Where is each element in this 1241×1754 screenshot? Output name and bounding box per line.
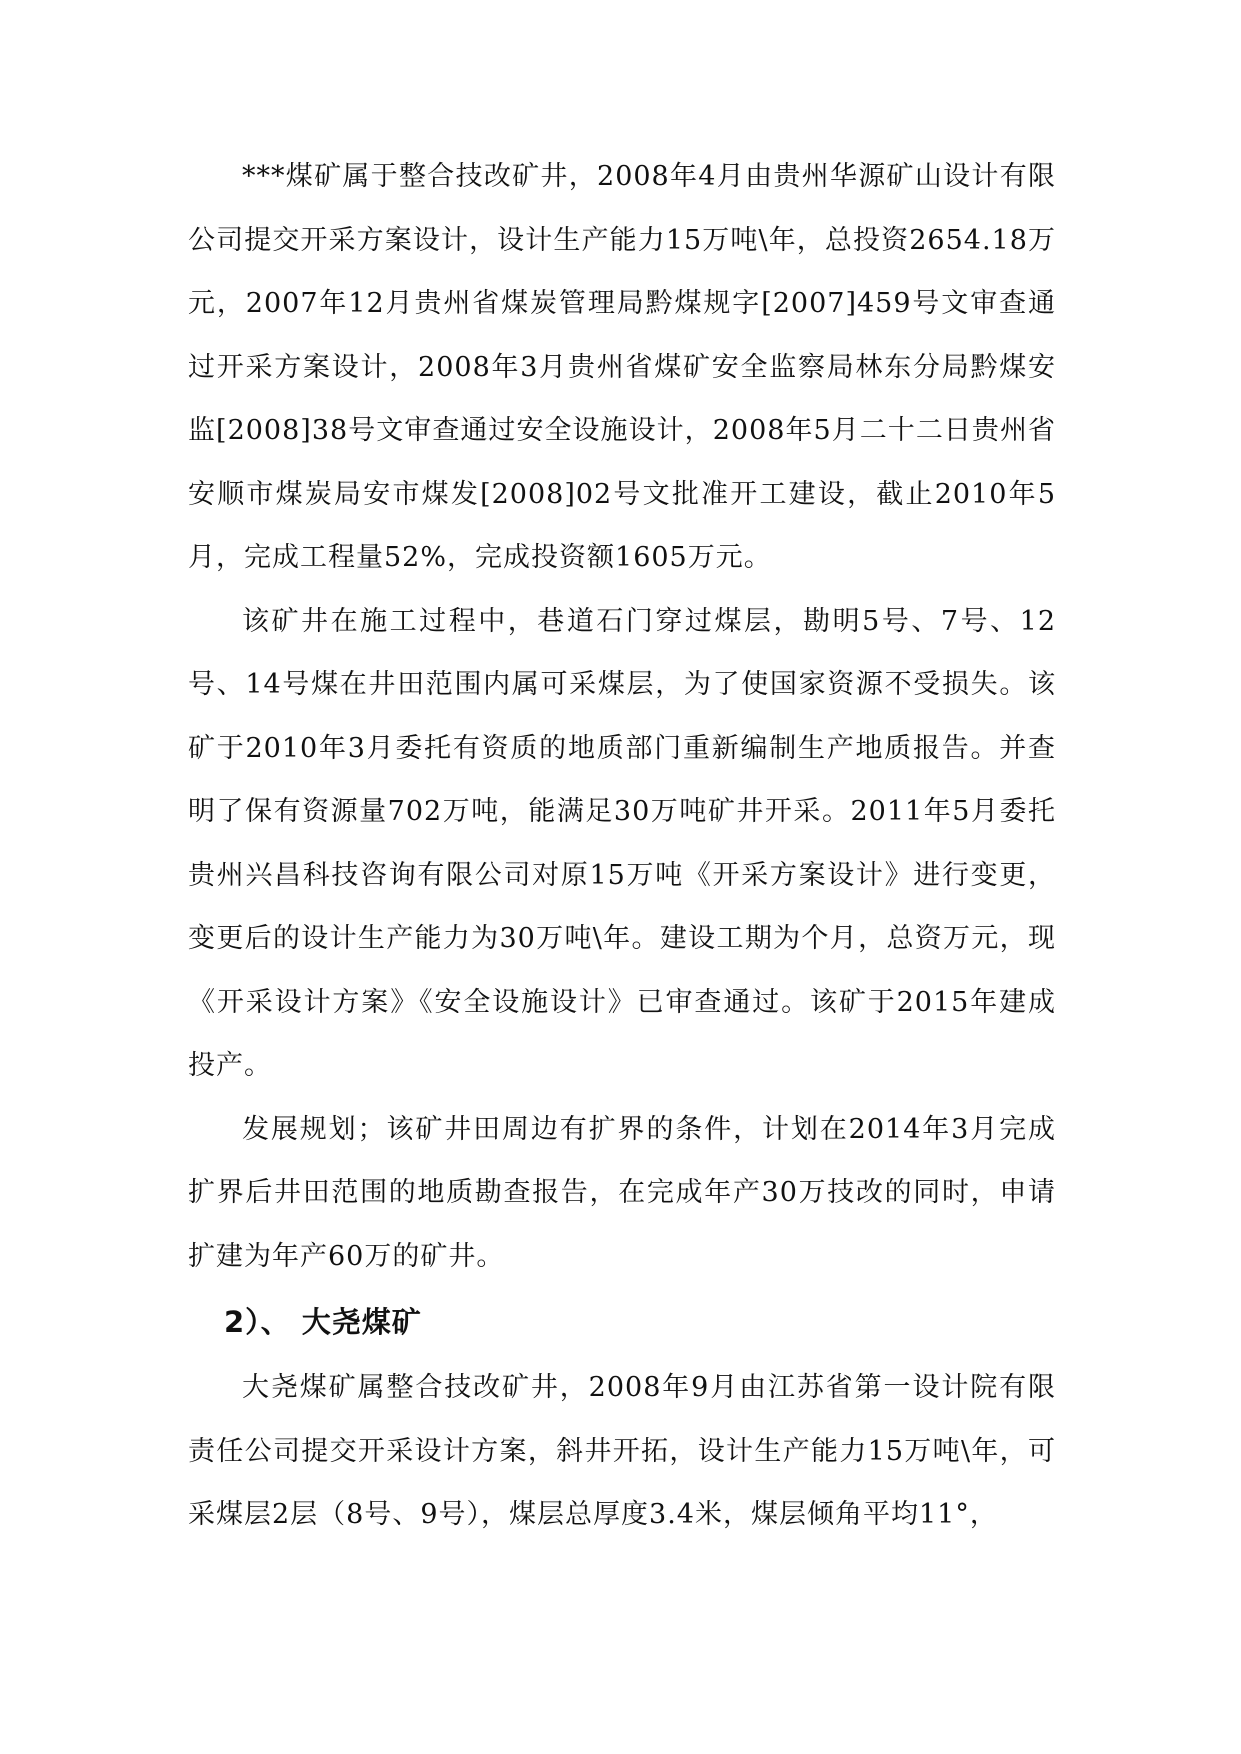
paragraph-dayao-mine: 大尧煤矿属整合技改矿井，2008年9月由江苏省第一设计院有限责任公司提交开采设计方案，斜井开拓，设计生产能力15万吨\年，可采煤层2层（8号、9号），煤层总厚度3.4米，煤层倾角平均11°， bbox=[188, 1372, 1056, 1530]
document-body bbox=[188, 145, 1056, 1547]
paragraph-development-plan: 发展规划；该矿井田周边有扩界的条件，计划在2014年3月完成扩界后井田范围的地质勘查报告，在完成年产30万技改的同时，申请扩建为年产60万的矿井。 bbox=[188, 1113, 1056, 1272]
paragraph-construction-change: 该矿井在施工过程中，巷道石门穿过煤层，勘明5号、7号、12号、14号煤在井田范围内属可采煤层，为了使国家资源不受损失。该矿于2010年3月委托有资质的地质部门重新编制生产地质报告。并查明了保有资源量702万吨，能满足30万吨矿井开采。2011年5月委托贵州兴昌科技咨询有限公司对原15万吨《开采方案设计》进行变更，变更后的设计生产能力为30万吨\年。建设工期为个月，总资万元，现《开采设计方案》《安全设施设计》已审查通过。该矿于2015年建成投产。 bbox=[188, 605, 1056, 1081]
section-heading: 2）、 大尧煤矿 bbox=[224, 1305, 422, 1339]
paragraph-mine-overview: ***煤矿属于整合技改矿井，2008年4月由贵州华源矿山设计有限公司提交开采方案设计，设计生产能力15万吨\年，总投资2654.18万元，2007年12月贵州省煤炭管理局黔煤规字[2007]459号文审查通过开采方案设计，2008年3月贵州省煤矿安全监察局林东分局黔煤安监[2008]38号文审查通过安全设施设计，2008年5月二十二日贵州省安顺市煤炭局安市煤发[2008]02号文批准开工建设，截止2010年5月，完成工程量52%，完成投资额1605万元。 bbox=[188, 161, 1056, 573]
